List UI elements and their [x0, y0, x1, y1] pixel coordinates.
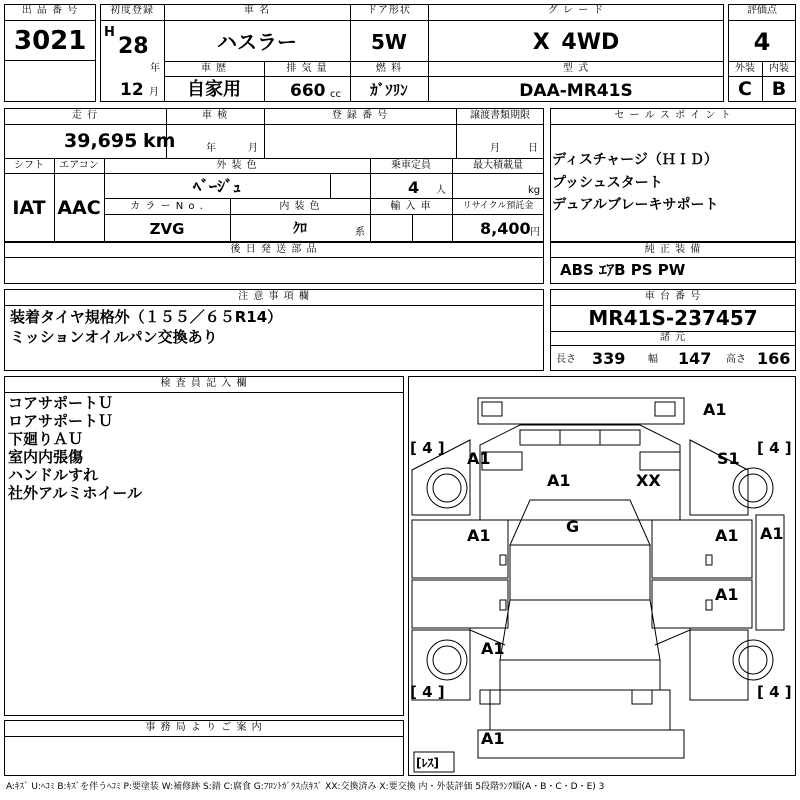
reg-month-unit: 月 — [149, 87, 159, 98]
color-no: ZVG — [149, 220, 185, 238]
color-no-label: カ ラ ー N o . — [130, 201, 204, 212]
mileage-unit: km — [143, 130, 176, 152]
reg-month: 12 — [120, 80, 144, 100]
first-reg-label: 初度登録 — [110, 5, 154, 16]
ext-color-label: 外 装 色 — [216, 160, 258, 171]
car-name: ハスラー — [217, 30, 297, 54]
int-color-label: 内 装 色 — [279, 201, 321, 212]
equipment: ABS ｴｱB PS PW — [560, 261, 686, 279]
notes-label: 注 意 事 項 欄 — [238, 291, 310, 302]
inspection-month-unit: 月 — [248, 143, 258, 154]
score: 4 — [753, 28, 771, 56]
lot-number-label: 出 品 番 号 — [21, 5, 79, 16]
displacement-unit: cc — [330, 89, 341, 100]
history-label: 車 歴 — [200, 63, 228, 74]
tire-front-left: [ 4 ] — [410, 439, 445, 457]
reg-year-unit: 年 — [150, 63, 160, 74]
shift-label: シフト — [14, 160, 44, 171]
mark-right-pillar: A1 — [760, 524, 784, 543]
capacity: 4 — [408, 178, 420, 197]
exterior-grade: C — [738, 78, 752, 100]
length: 339 — [592, 349, 626, 368]
width: 147 — [678, 349, 712, 368]
sales-point-1: ディスチャージ（ＨＩＤ） — [552, 152, 718, 168]
inspection-label: 車 検 — [201, 110, 229, 121]
max-load-label: 最大積載量 — [473, 160, 523, 171]
recycle-fee: 8,400 — [480, 219, 531, 238]
height-label: 高さ — [726, 354, 746, 365]
office-label: 事 務 局 よ り ご 案 内 — [145, 722, 263, 733]
tire-rear-left: [ 4 ] — [410, 683, 445, 701]
exterior-label: 外装 — [735, 63, 755, 74]
aircon: AAC — [57, 197, 101, 219]
capacity-unit: 人 — [436, 185, 446, 196]
mileage: 39,695 — [64, 130, 138, 152]
aircon-label: エアコン — [59, 160, 99, 171]
displacement: 660 — [290, 81, 326, 101]
car-name-label: 車 名 — [243, 5, 271, 16]
equipment-label: 純 正 装 備 — [644, 244, 702, 255]
inspector-label: 検 査 員 記 入 欄 — [160, 378, 248, 389]
sales-point-2: プッシュスタート — [552, 175, 663, 191]
parts-label: 後 日 発 送 部 品 — [230, 244, 318, 255]
legend: A:ｷｽﾞ U:ﾍｺﾐ B:ｷｽﾞを伴うﾍｺﾐ P:要塗装 W:補修跡 S:錆 C:腐食 G:ﾌﾛﾝﾄｶﾞﾗｽ点ｷｽﾞ XX:交換済み X:要交換 内・外装評価 5段階ﾗﾝｸ順(A・B・C・D・E) 3 — [6, 782, 605, 792]
mark-rear-bumper: A1 — [481, 729, 505, 748]
mark-front-left-door: A1 — [467, 526, 491, 545]
note-1: 装着タイヤ規格外（１５５／６５R14） — [10, 308, 283, 326]
ext-color: ﾍﾞｰｼﾞｭ — [192, 177, 241, 196]
displacement-label: 排 気 量 — [286, 63, 328, 74]
inspection-year-unit: 年 — [206, 143, 216, 154]
reg-year: 28 — [118, 34, 149, 59]
mark-windshield: G — [566, 517, 580, 536]
model-code: DAA-MR41S — [519, 81, 633, 101]
lot-number: 3021 — [14, 26, 87, 56]
chassis-number: MR41S-237457 — [588, 306, 758, 330]
transfer-day-unit: 日 — [528, 143, 538, 154]
capacity-label: 乗車定員 — [391, 160, 431, 171]
reg-no-label: 登 録 番 号 — [331, 110, 389, 121]
mark-fr-fender: S1 — [717, 449, 740, 468]
length-label: 長さ — [556, 354, 576, 365]
width-label: 幅 — [648, 354, 658, 365]
int-color-unit: 系 — [355, 227, 365, 238]
model-code-label: 型 式 — [562, 63, 590, 74]
grade: X 4WD — [532, 30, 620, 55]
tire-front-right: [ 4 ] — [757, 439, 792, 457]
interior-grade: B — [771, 78, 787, 100]
note-2: ミッションオイルパン交換あり — [10, 328, 218, 346]
shift: IAT — [12, 197, 46, 219]
mark-fl-fender: A1 — [467, 449, 491, 468]
dims-label: 諸 元 — [659, 332, 687, 343]
int-color: ｸﾛ — [293, 221, 307, 237]
inspector-note-6: 社外アルミホイール — [8, 484, 143, 502]
mark-front-right-door: A1 — [715, 526, 739, 545]
mark-hood-left: A1 — [547, 471, 571, 490]
height: 166 — [757, 349, 791, 368]
mark-rear-left-qtr: A1 — [481, 639, 505, 658]
max-load-unit: kg — [528, 185, 541, 196]
sales-points-label: セ ー ル ス ポ イ ン ト — [614, 110, 732, 121]
interior-label: 内装 — [769, 63, 789, 74]
chassis-label: 車 台 番 号 — [644, 291, 702, 302]
door-type: 5W — [371, 30, 407, 54]
transfer-label: 譲渡書類期限 — [470, 110, 530, 121]
recycle-unit: 円 — [530, 227, 540, 238]
tire-rear-right: [ 4 ] — [757, 683, 792, 701]
inspector-note-5: ハンドルすれ — [8, 466, 99, 484]
score-label: 評価点 — [747, 5, 777, 16]
mark-front-bumper: A1 — [703, 400, 727, 419]
fuel: ｶﾞｿﾘﾝ — [370, 81, 408, 99]
inspector-note-3: 下廻りＡＵ — [8, 430, 84, 448]
fuel-label: 燃 料 — [375, 63, 403, 74]
doors-label: ドア形状 — [367, 5, 411, 16]
era-mark: H — [104, 25, 115, 40]
sales-point-3: デュアルブレーキサポート — [552, 197, 719, 213]
inspector-note-1: コアサポートＵ — [8, 394, 114, 412]
mark-hood-right: XX — [636, 471, 661, 490]
spare-tire: [ﾚｽ] — [416, 756, 439, 770]
transfer-month-unit: 月 — [490, 143, 500, 154]
mileage-label: 走 行 — [71, 110, 99, 121]
recycle-label: リサイクル預託金 — [462, 201, 534, 211]
mark-rear-right-door: A1 — [715, 585, 739, 604]
inspector-note-4: 室内内張傷 — [8, 448, 84, 466]
inspector-note-2: ロアサポートＵ — [8, 412, 114, 430]
grade-label: グ レ ー ド — [547, 5, 605, 16]
history: 自家用 — [187, 79, 241, 100]
import-label: 輸 入 車 — [390, 201, 432, 212]
